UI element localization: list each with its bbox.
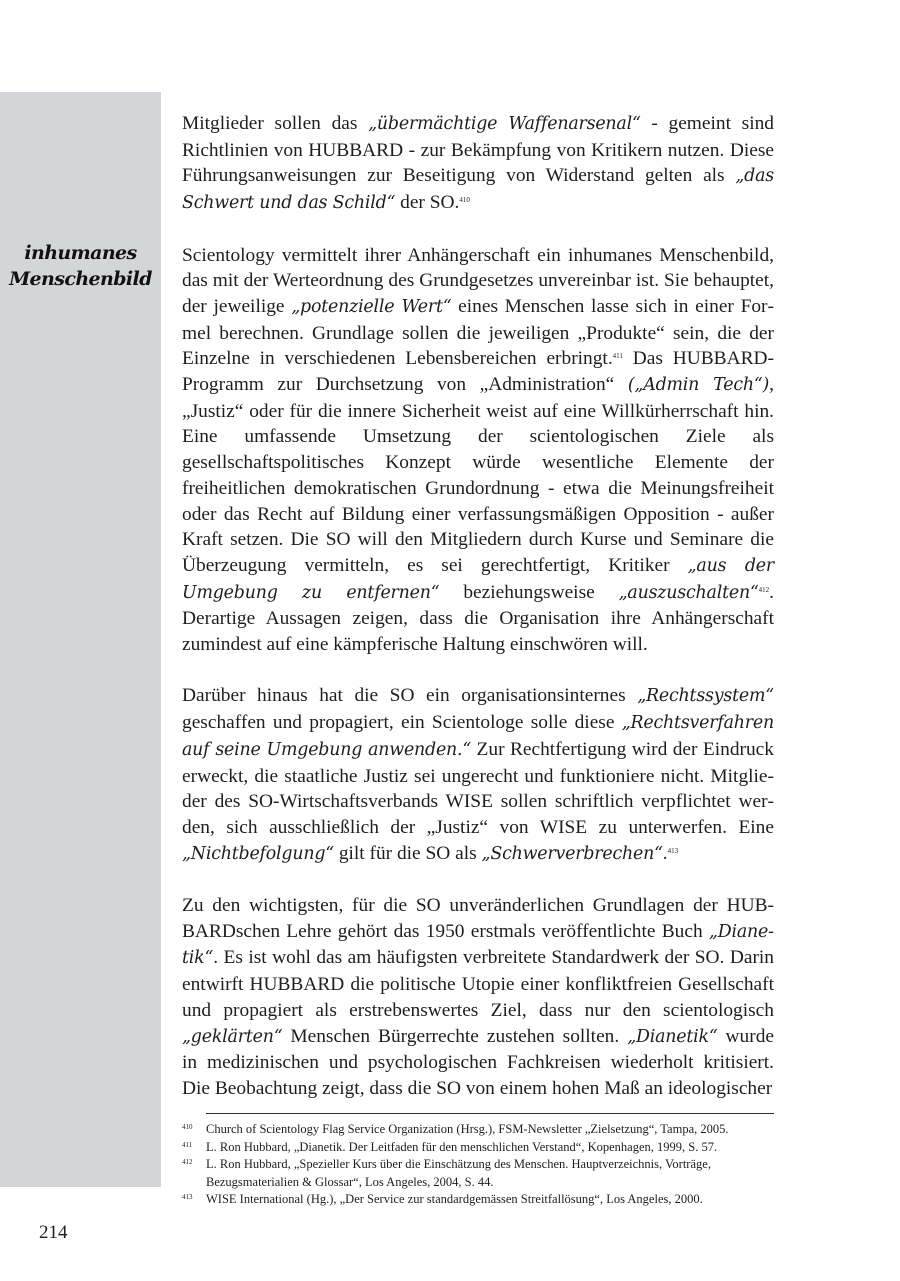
text-run: Mitglieder sollen das xyxy=(182,113,369,134)
text-run: . xyxy=(662,842,668,864)
text-run: Scientology vermittelt ihrer Anhängerschaft ein inhumanes Menschenbild, das mit der Werteordnung des Grundgesetzes unvereinbar ist. Sie behauptet, der jeweilige xyxy=(182,244,774,317)
text-run: eines Menschen lasse sich in einer Formel berechnen. Grundlage sollen die jeweiligen „Produkte“ sein, die der Einzelne in verschiedenen Lebensbereichen erbringt. xyxy=(182,295,774,370)
paragraph xyxy=(182,243,774,658)
paragraph xyxy=(182,683,774,867)
margin-note-line-2: Menschenbild xyxy=(9,268,152,290)
text-run: Menschen Bürgerrechte zustehen sollten. xyxy=(282,1025,628,1047)
page-number: 214 xyxy=(39,1222,68,1243)
margin-note xyxy=(0,240,161,292)
emphasis-text: „Rechtsverfahren auf seine Umgebung anwenden.“ xyxy=(182,713,774,760)
paragraph xyxy=(182,893,774,1102)
text-run: Zur Rechtfertigung wird der Eindruck erweckt, die staatliche Justiz sei ungerecht und funktioniere nicht. Mitglieder des SO-Wirtschaftsverbands WISE sollen schriftlich verpflichtet werden, sich ausschließlich der „Justiz“ von WISE zu unterwerfen. Eine xyxy=(182,738,774,838)
footnote-text: Church of Scientology Flag Service Organization (Hrsg.), FSM-Newsletter „Zielsetzung“, Tampa, 2005. xyxy=(206,1122,729,1136)
paragraph xyxy=(182,111,774,217)
emphasis-text: „potenzielle Wert“ xyxy=(291,296,452,317)
text-run: gilt für die SO als xyxy=(333,842,482,864)
footnote-text: WISE International (Hg.), „Der Service zur standardgemässen Streitfallösung“, Los Angeles, 2000. xyxy=(206,1192,703,1206)
text-run: . Es ist wohl das am häufigsten verbreitete Standardwerk der SO. Darin entwirft HUBBARD die politische Utopie einer konfliktfreien Gesellschaft und propagiert als erstrebenswertes Ziel, dass nur den scientologisch xyxy=(182,947,774,1021)
text-run: . Derartige Aussagen zeigen, dass die Organisation ihre Anhängerschaft zumindest auf eine kämpferische Haltung einschwören will. xyxy=(182,581,774,656)
footnote: 410 Church of Scientology Flag Service Organization (Hrsg.), FSM-Newsletter „Zielsetzung“, Tampa, 2005. xyxy=(182,1122,729,1136)
footnote-ref: 410 xyxy=(459,196,470,205)
footnote-ref: 413 xyxy=(667,846,679,855)
body-text xyxy=(182,111,774,1127)
text-run: Darüber hinaus hat die SO ein organisationsinternes xyxy=(182,685,638,707)
text-run: der SO. xyxy=(395,192,460,214)
emphasis-text: „auszuschalten“ xyxy=(618,582,759,603)
text-run: - gemeint sind Richtlinien von HUBBARD - zur Bekämpfung von Kritikern nutzen. Diese Führungsanweisungen zur Beseitigung von Widerstand gelten als xyxy=(182,113,774,187)
footnote-text: L. Ron Hubbard, „Spezieller Kurs über die Einschätzung des Menschen. Hauptverzeichnis, Vorträge, Bezugsmaterialien & Glossar“, Los Angeles, 2004, S. 44. xyxy=(206,1157,711,1189)
emphasis-text: „Dianetik“ xyxy=(627,1026,718,1047)
text-run: wurde in medizinischen und psychologischen Fachkreisen wiederholt kritisiert. Die Beobachtung zeigt, dass die SO von einem hohen Maß an ideologischer xyxy=(182,1025,774,1099)
emphasis-text: („Admin Tech“) xyxy=(627,375,770,396)
emphasis-text: „aus der Umgebung zu entfernen“ xyxy=(182,555,774,603)
footnote-divider xyxy=(206,1113,774,1114)
text-run: , „Justiz“ oder für die innere Sicherheit weist auf eine Willkürherrschaft hin. Eine umfassende Umsetzung der scientologischen Ziele als gesellschaftspolitisches Konzept würde wesentliche Elemente der freiheitlichen demokratischen Grundordnung - etwa die Meinungsfreiheit oder das Recht auf Bildung einer verfassungsmäßigen Opposition - außer Kraft setzen. Die SO will den Mitgliedern durch Kurse und Seminare die Überzeugung vermitteln, es sei gerechtfertigt, Kritiker xyxy=(182,374,775,576)
text-run: Zu den wichtigsten, für die SO unveränderlichen Grundlagen der HUBBARDschen Lehre gehört das 1950 erstmals veröffentlichte Buch xyxy=(182,895,774,942)
emphasis-text: „Nichtbefolgung“ xyxy=(182,843,334,864)
footnote-ref: 411 xyxy=(612,352,623,361)
footnote: 412 L. Ron Hubbard, „Spezieller Kurs über die Einschätzung des Menschen. Hauptverzeichnis, Vorträge, Bezugsmaterialien & Glossar“, Los Angeles, 2004, S. 44. xyxy=(182,1157,711,1189)
margin-note-line-1: inhumanes xyxy=(24,242,137,264)
emphasis-text: „Schwerverbrechen“ xyxy=(481,843,663,864)
emphasis-text: „übermächtige Waffenarsenal“ xyxy=(368,114,641,134)
footnote: 411 L. Ron Hubbard, „Dianetik. Der Leitfaden für den menschlichen Verstand“, Kopenhagen, 1999, S. 57. xyxy=(182,1139,718,1154)
text-run: beziehungsweise xyxy=(439,581,619,603)
emphasis-text: „geklärten“ xyxy=(182,1026,283,1047)
text-run: geschaffen und propagiert, ein Scientologe solle diese xyxy=(182,712,622,734)
footnote-text: L. Ron Hubbard, „Dianetik. Der Leitfaden für den menschlichen Verstand“, Kopenhagen, 1999, S. 57. xyxy=(206,1139,718,1154)
emphasis-text: „Dianetik“ xyxy=(182,921,774,969)
text-run: Das HUBBARD-Programm zur Durchsetzung von „Administration“ xyxy=(182,348,774,396)
emphasis-text: „das Schwert und das Schild“ xyxy=(182,166,774,214)
emphasis-text: „Rechtssystem“ xyxy=(637,686,774,707)
footnote-ref: 412 xyxy=(758,585,770,594)
footnotes xyxy=(182,1121,774,1209)
footnote: 413 WISE International (Hg.), „Der Service zur standardgemässen Streitfallösung“, Los Angeles, 2000. xyxy=(182,1192,703,1206)
